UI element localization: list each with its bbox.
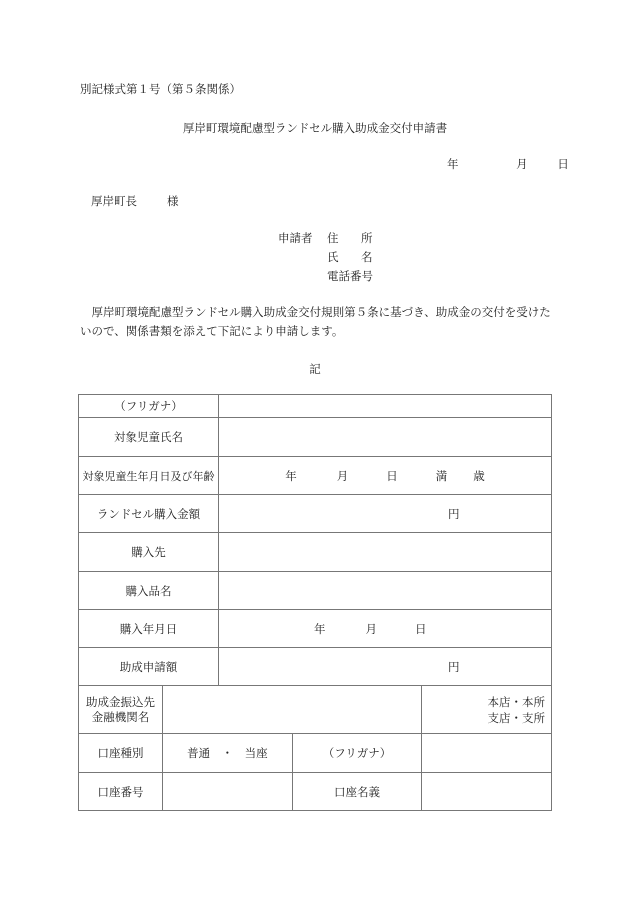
- ki-heading: 記: [309, 362, 321, 376]
- applicant-address-label: 住 所: [327, 231, 373, 245]
- subsidy-amount-field[interactable]: 円: [219, 648, 552, 686]
- account-type-label: 口座種別: [79, 734, 163, 773]
- table-row: [79, 773, 552, 811]
- product-name-label: 購入品名: [79, 572, 219, 610]
- addressee-name: 厚岸町長: [91, 194, 137, 208]
- date-line: [447, 156, 569, 172]
- randoseru-price-field[interactable]: 円: [219, 495, 552, 533]
- table-row: [79, 572, 552, 610]
- date-month: 月: [516, 157, 528, 171]
- child-name-label: 対象児童氏名: [79, 418, 219, 457]
- store-label: 購入先: [79, 533, 219, 572]
- table-row: [79, 395, 552, 418]
- furigana-label: （フリガナ）: [79, 395, 219, 418]
- branch-type[interactable]: 本店・本所 支店・支所: [422, 686, 552, 734]
- applicant-name-label: 氏 名: [327, 250, 373, 264]
- table-row: [79, 533, 552, 572]
- bank-name-field[interactable]: [163, 686, 422, 734]
- randoseru-price-label: ランドセル購入金額: [79, 495, 219, 533]
- store-field[interactable]: [219, 533, 552, 572]
- applicant-phone-label: 電話番号: [327, 269, 373, 283]
- table-row: [79, 734, 552, 773]
- purchase-date-label: 購入年月日: [79, 610, 219, 648]
- account-holder-field[interactable]: [422, 773, 552, 811]
- subsidy-amount-label: 助成申請額: [79, 648, 219, 686]
- bank-name-label: 助成金振込先 金融機関名: [79, 686, 163, 734]
- child-name-field[interactable]: [219, 418, 552, 457]
- furigana-field[interactable]: [219, 395, 552, 418]
- account-furigana-field[interactable]: [422, 734, 552, 773]
- table-row: [79, 457, 552, 495]
- table-row: [79, 495, 552, 533]
- table-row: [79, 418, 552, 457]
- bank-table: [78, 685, 552, 811]
- date-year: 年: [447, 157, 459, 171]
- form-number: 別記様式第１号（第５条関係）: [80, 82, 241, 96]
- account-number-field[interactable]: [163, 773, 293, 811]
- application-table: [78, 394, 552, 686]
- account-number-label: 口座番号: [79, 773, 163, 811]
- table-row: [79, 686, 552, 734]
- table-row: [79, 610, 552, 648]
- account-furigana-label: （フリガナ）: [292, 734, 422, 773]
- applicant-label: 申請者: [278, 231, 313, 245]
- addressee: [91, 193, 179, 209]
- child-birthdate-field[interactable]: 年 月 日 満 歳: [219, 457, 552, 495]
- date-day: 日: [557, 157, 569, 171]
- child-birthdate-label: 対象児童生年月日及び年齢: [79, 457, 219, 495]
- product-name-field[interactable]: [219, 572, 552, 610]
- body-text: 厚岸町環境配慮型ランドセル購入助成金交付規則第５条に基づき、助成金の交付を受けたいので、関係書類を添えて下記により申請します。: [80, 305, 551, 338]
- document-title: 厚岸町環境配慮型ランドセル購入助成金交付申請書: [182, 121, 448, 135]
- table-row: [79, 648, 552, 686]
- account-type-options[interactable]: 普通 ・ 当座: [163, 734, 293, 773]
- purchase-date-field[interactable]: 年 月 日: [219, 610, 552, 648]
- honorific: 様: [167, 194, 179, 208]
- account-holder-label: 口座名義: [292, 773, 422, 811]
